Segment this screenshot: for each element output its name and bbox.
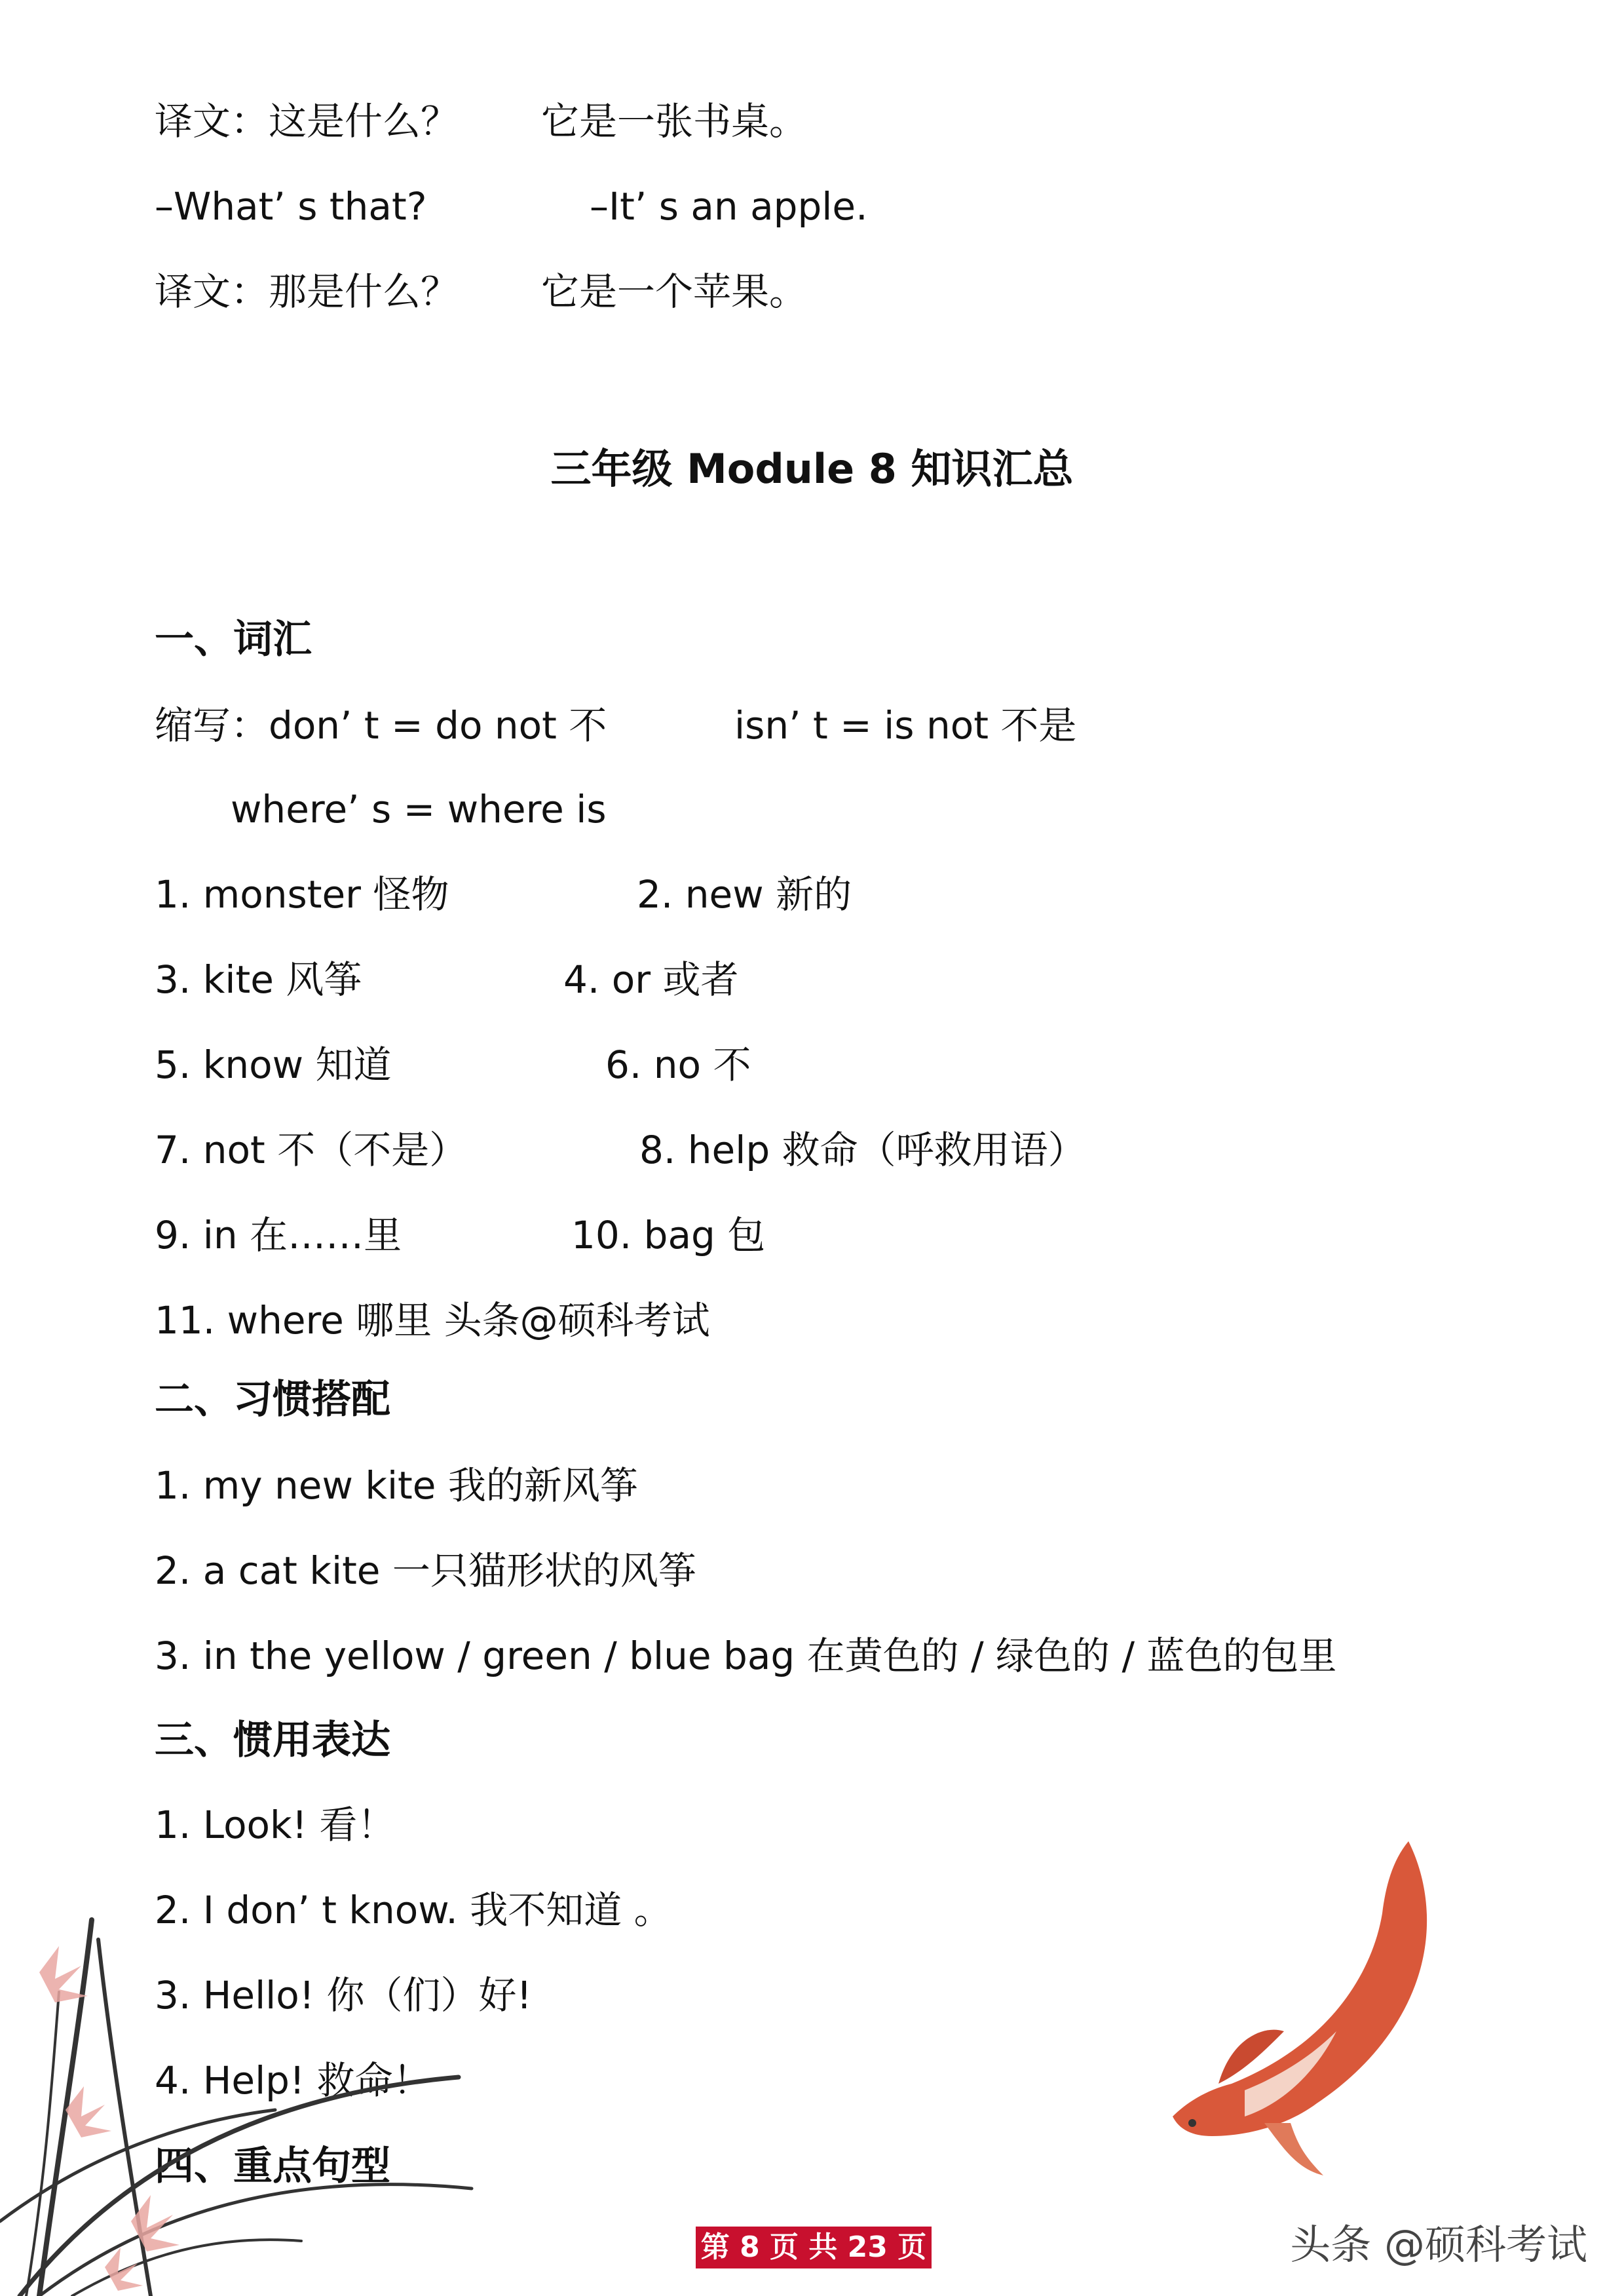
translation-question: 译文：这是什么？ bbox=[155, 99, 459, 144]
vocab-item: 9. in 在……里 bbox=[155, 1213, 402, 1257]
orchid-decoration-icon bbox=[0, 1913, 498, 2296]
abbreviation-isnt: isn’ t = is not 不是 bbox=[734, 703, 1077, 748]
abbreviation-dont: 缩写：don’ t = do not 不 bbox=[155, 703, 607, 748]
koi-fish-decoration-icon bbox=[1166, 1841, 1454, 2182]
dialog-answer: –It’ s an apple. bbox=[590, 184, 868, 229]
vocab-item: 5. know 知道 bbox=[155, 1043, 392, 1087]
translation-question: 译文：那是什么？ bbox=[155, 269, 459, 314]
abbreviation-line bbox=[155, 702, 1077, 748]
vocab-row bbox=[155, 1212, 766, 1258]
vocab-item: 7. not 不（不是） bbox=[155, 1128, 468, 1172]
section-heading-vocabulary: 一、词汇 bbox=[155, 617, 312, 662]
collocation-item: 3. in the yellow / green / blue bag 在黄色的 / 绿色的 / 蓝色的包里 bbox=[155, 1634, 1337, 1678]
expression-item: 3. Hello! 你（们）好! bbox=[155, 1973, 532, 2018]
watermark: 头条 @硕科考试 bbox=[1290, 2221, 1587, 2268]
vocab-item: 10. bag 包 bbox=[571, 1213, 766, 1257]
vocab-item-where: 11. where 哪里 头条@硕科考试 bbox=[155, 1298, 710, 1343]
expression-item: 2. I don’ t know. 我不知道 。 bbox=[155, 1888, 672, 1932]
section-heading-expressions: 三、惯用表达 bbox=[155, 1717, 390, 1763]
vocab-row bbox=[155, 1127, 1086, 1173]
vocab-item: 4. or 或者 bbox=[563, 957, 739, 1002]
vocab-item: 8. help 救命（呼救用语） bbox=[639, 1128, 1086, 1172]
vocab-row bbox=[155, 871, 852, 917]
vocab-item: 1. monster 怪物 bbox=[155, 872, 449, 917]
vocab-row bbox=[155, 1042, 751, 1088]
dialog-line bbox=[155, 183, 868, 229]
translation-line-1 bbox=[155, 98, 808, 144]
section-heading-key-sentences: 四、重点句型 bbox=[155, 2143, 390, 2189]
vocab-item: 6. no 不 bbox=[605, 1043, 751, 1087]
section-heading-collocations: 二、习惯搭配 bbox=[155, 1377, 390, 1423]
abbreviation-wheres: where’ s = where is bbox=[231, 787, 607, 832]
dialog-question: –What’ s that? bbox=[155, 184, 427, 229]
page-title: 三年级 Module 8 知识汇总 bbox=[550, 445, 1074, 493]
translation-line-2 bbox=[155, 269, 808, 315]
collocation-item: 2. a cat kite 一只猫形状的风筝 bbox=[155, 1548, 696, 1593]
translation-answer: 它是一张书桌。 bbox=[541, 99, 808, 144]
vocab-item: 2. new 新的 bbox=[637, 872, 852, 917]
expression-item: 4. Help! 救命！ bbox=[155, 2058, 431, 2103]
vocab-row bbox=[155, 957, 739, 1003]
page-number-badge: 第 8 页 共 23 页 bbox=[696, 2227, 932, 2268]
collocation-item: 1. my new kite 我的新风筝 bbox=[155, 1463, 638, 1508]
translation-answer: 它是一个苹果。 bbox=[541, 269, 808, 314]
expression-item: 1. Look! 看！ bbox=[155, 1803, 396, 1847]
vocab-item: 3. kite 风筝 bbox=[155, 957, 362, 1002]
